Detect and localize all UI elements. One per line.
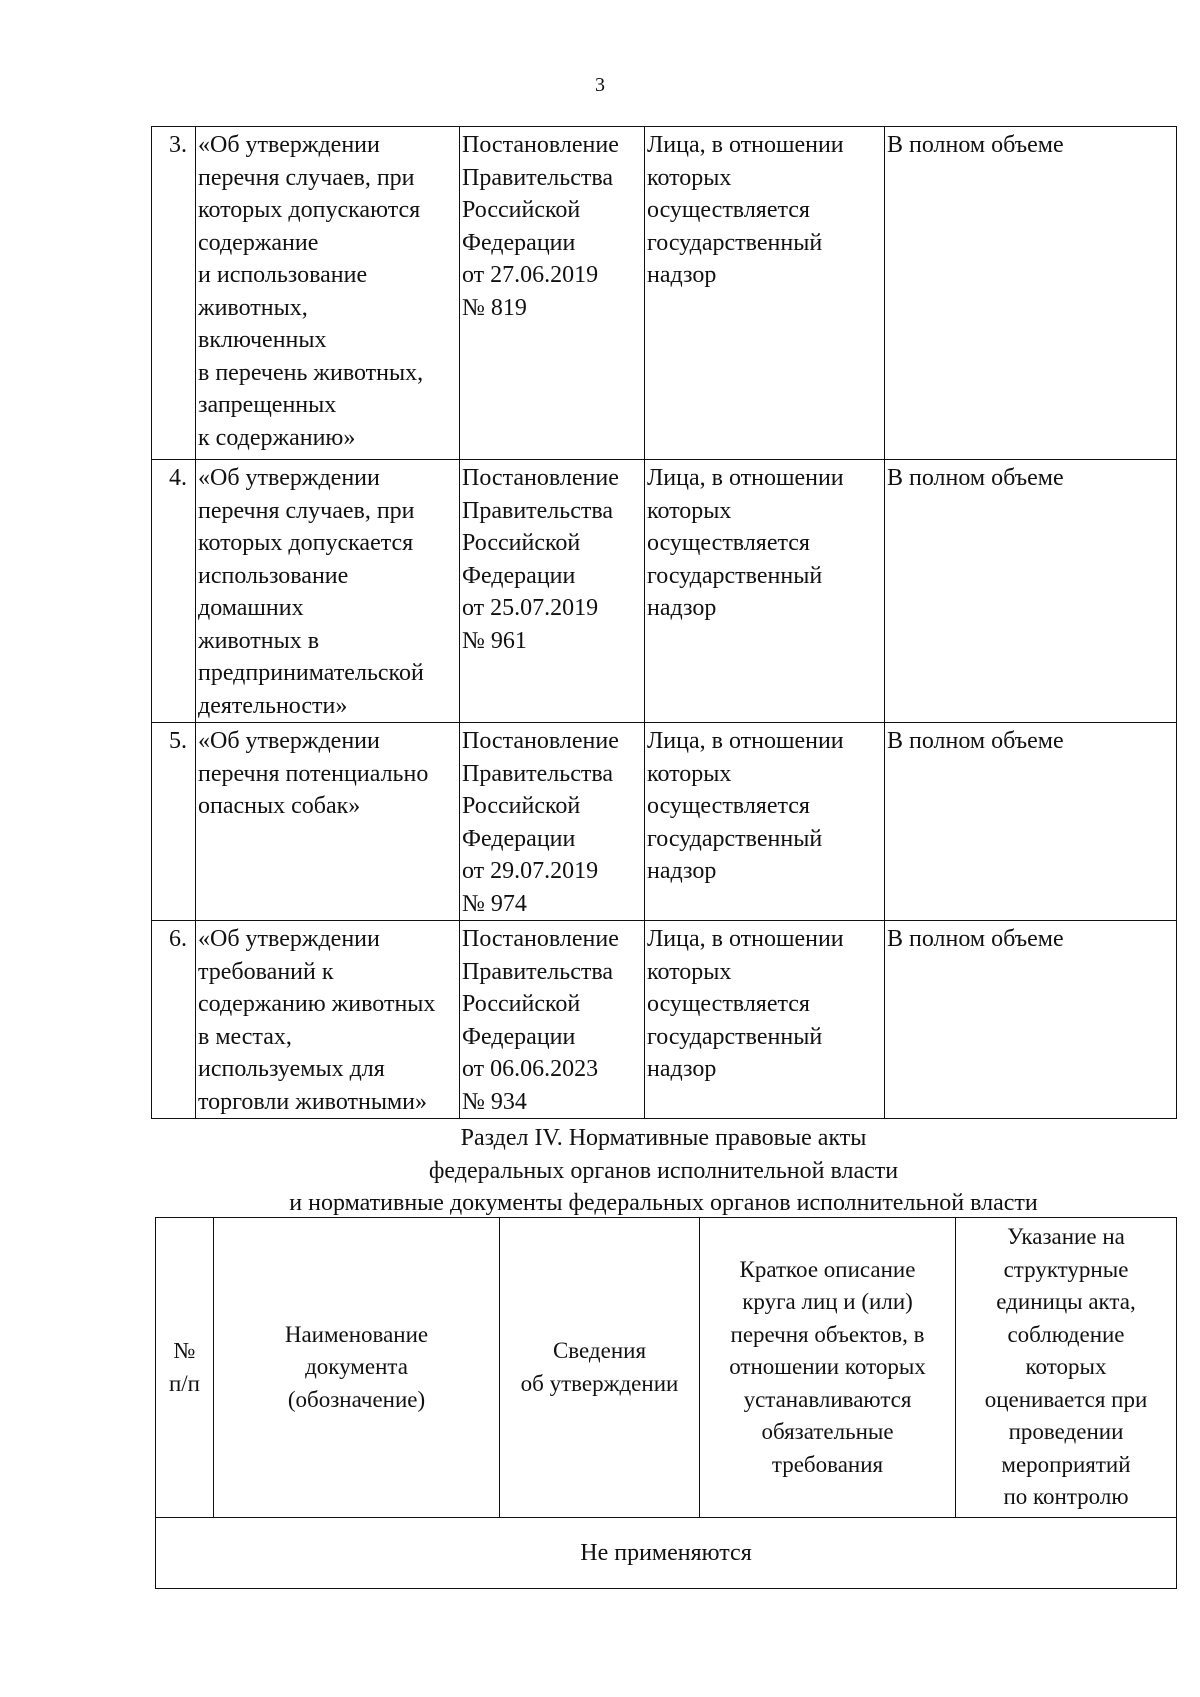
section-4-heading xyxy=(151,1122,1176,1220)
row-number: 3. xyxy=(152,127,196,460)
scope-of-application: В полном объеме xyxy=(885,460,1177,723)
section-4-heading-line: Раздел IV. Нормативные правовые акты xyxy=(460,1125,867,1151)
persons-description: Лица, в отношении которых осуществляется государственный надзор xyxy=(645,460,885,723)
section-4-table xyxy=(155,1217,1177,1589)
act-title: «Об утверждении перечня потенциально опасных собак» xyxy=(196,723,460,921)
requirements-table-continued xyxy=(151,126,1177,1119)
row-number: 5. xyxy=(152,723,196,921)
act-title: «Об утверждении перечня случаев, при которых допускаются содержание и использование животных, включенных в перечень животных, запрещенных к содержанию» xyxy=(196,127,460,460)
act-approval: Постановление Правительства Российской Федерации от 06.06.2023 № 934 xyxy=(460,921,645,1119)
scope-of-application: В полном объеме xyxy=(885,921,1177,1119)
header-row xyxy=(156,1218,1177,1518)
table-row xyxy=(152,127,1177,460)
scope-of-application: В полном объеме xyxy=(885,127,1177,460)
act-title: «Об утверждении требований к содержанию животных в местах, используемых для торговли животными» xyxy=(196,921,460,1119)
row-number: 6. xyxy=(152,921,196,1119)
table-row xyxy=(156,1518,1177,1589)
not-applicable-note: Не применяются xyxy=(156,1518,1177,1589)
act-approval: Постановление Правительства Российской Федерации от 29.07.2019 № 974 xyxy=(460,723,645,921)
persons-description: Лица, в отношении которых осуществляется государственный надзор xyxy=(645,921,885,1119)
header-approval: Сведения об утверждении xyxy=(500,1218,700,1518)
section-4-heading-line: федеральных органов исполнительной власти xyxy=(428,1157,899,1184)
table-row xyxy=(152,723,1177,921)
page-number: 3 xyxy=(595,74,605,96)
section-4-heading-line: и нормативные документы федеральных органов исполнительной власти xyxy=(289,1190,1038,1216)
act-title: «Об утверждении перечня случаев, при которых допускается использование домашних животных в предпринимательской деятельности» xyxy=(196,460,460,723)
table-row xyxy=(152,921,1177,1119)
act-approval: Постановление Правительства Российской Федерации от 25.07.2019 № 961 xyxy=(460,460,645,723)
header-name: Наименование документа (обозначение) xyxy=(214,1218,500,1518)
table-row xyxy=(152,460,1177,723)
persons-description: Лица, в отношении которых осуществляется государственный надзор xyxy=(645,723,885,921)
act-approval: Постановление Правительства Российской Федерации от 27.06.2019 № 819 xyxy=(460,127,645,460)
header-units: Указание на структурные единицы акта, соблюдение которых оценивается при проведении мероприятий по контролю xyxy=(956,1218,1177,1518)
header-num: № п/п xyxy=(156,1218,214,1518)
header-description: Краткое описание круга лиц и (или) перечня объектов, в отношении которых устанавливаются обязательные требования xyxy=(700,1218,956,1518)
row-number: 4. xyxy=(152,460,196,723)
persons-description: Лица, в отношении которых осуществляется государственный надзор xyxy=(645,127,885,460)
scope-of-application: В полном объеме xyxy=(885,723,1177,921)
